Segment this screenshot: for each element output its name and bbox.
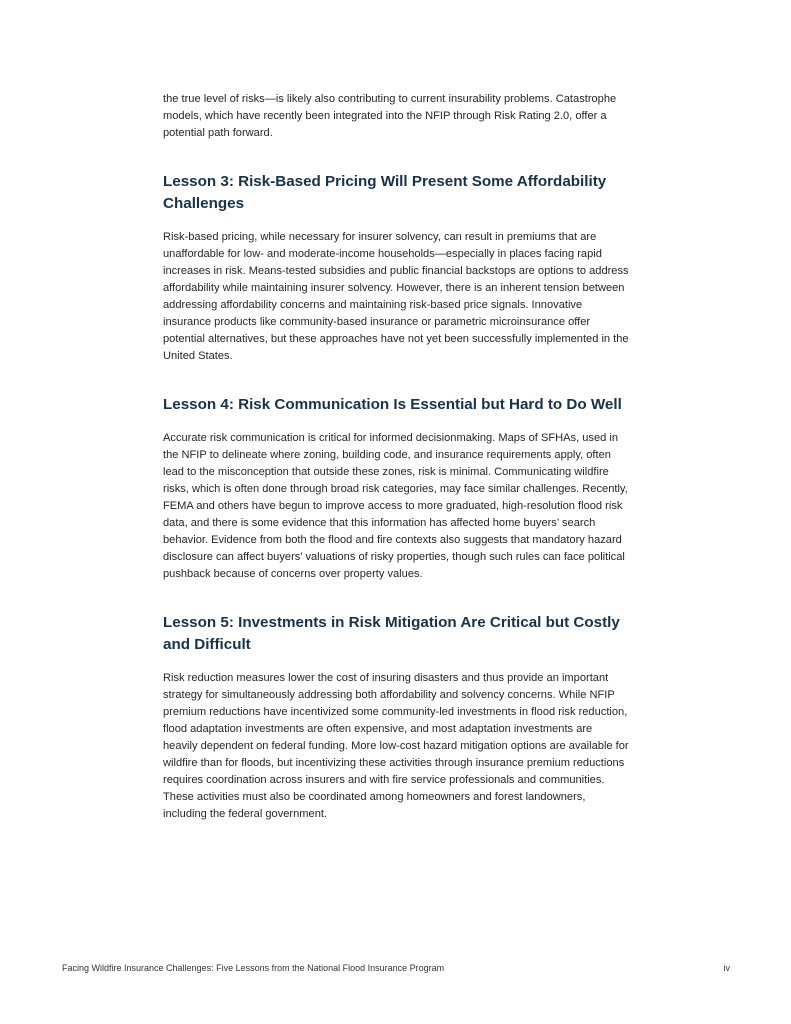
intro-paragraph: the true level of risks—is likely also contributing to current insurability problems. Catastrophe models, which have recently been integrated into the NFIP through Risk Rating 2.0, offer a potential path forward. <box>163 93 617 139</box>
lesson-5-heading: Lesson 5: Investments in Risk Mitigation Are Critical but Costly and Difficult <box>163 614 620 653</box>
lesson-3-paragraph: Risk-based pricing, while necessary for insurer solvency, can result in premiums that are unaffordable for low- and moderate-income households—especially in places facing rapid increases in risk. Means-tested subsidies and public financial backstops are options to address affordability while maintaining insurer solvency. However, there is an inherent tension between addressing affordability concerns and maintaining risk-based price signals. Innovative insurance products like community-based insurance or parametric microinsurance offer potential alternatives, but these approaches have not yet been successfully implemented in the United States. <box>163 231 629 362</box>
document-body <box>163 91 629 823</box>
lesson-3-heading: Lesson 3: Risk-Based Pricing Will Present Some Affordability Challenges <box>163 173 607 212</box>
lesson-4-heading: Lesson 4: Risk Communication Is Essential but Hard to Do Well <box>163 396 622 413</box>
lesson-4-paragraph: Accurate risk communication is critical for informed decisionmaking. Maps of SFHAs, used in the NFIP to delineate where zoning, building code, and insurance requirements apply, often lead to the misconception that outside these zones, risk is minimal. Communicating wildfire risks, which is often done through broad risk categories, may face similar challenges. Recently, FEMA and others have begun to improve access to more graduated, high-resolution flood risk data, and there is some evidence that this information has affected home buyers’ search behavior. Evidence from both the flood and fire contexts also suggests that mandatory hazard disclosure can affect buyers’ valuations of risky properties, though such rules can face political pushback because of concerns over property values. <box>163 432 628 580</box>
footer-document-title: Facing Wildfire Insurance Challenges: Five Lessons from the National Flood Insurance Program <box>62 963 445 973</box>
lesson-5-paragraph: Risk reduction measures lower the cost of insuring disasters and thus provide an important strategy for simultaneously addressing both affordability and solvency concerns. While NFIP premium reductions have incentivized some community-led investments in flood risk reduction, flood adaptation investments are often expensive, and most adaptation investments are heavily dependent on federal funding. More low-cost hazard mitigation options are available for wildfire than for floods, but incentivizing these activities through insurance premium reductions requires coordination across insurers and with fire service professionals and communities. These activities must also be coordinated among homeowners and forest landowners, including the federal government. <box>163 672 629 820</box>
footer-page-number: iv <box>723 963 730 973</box>
